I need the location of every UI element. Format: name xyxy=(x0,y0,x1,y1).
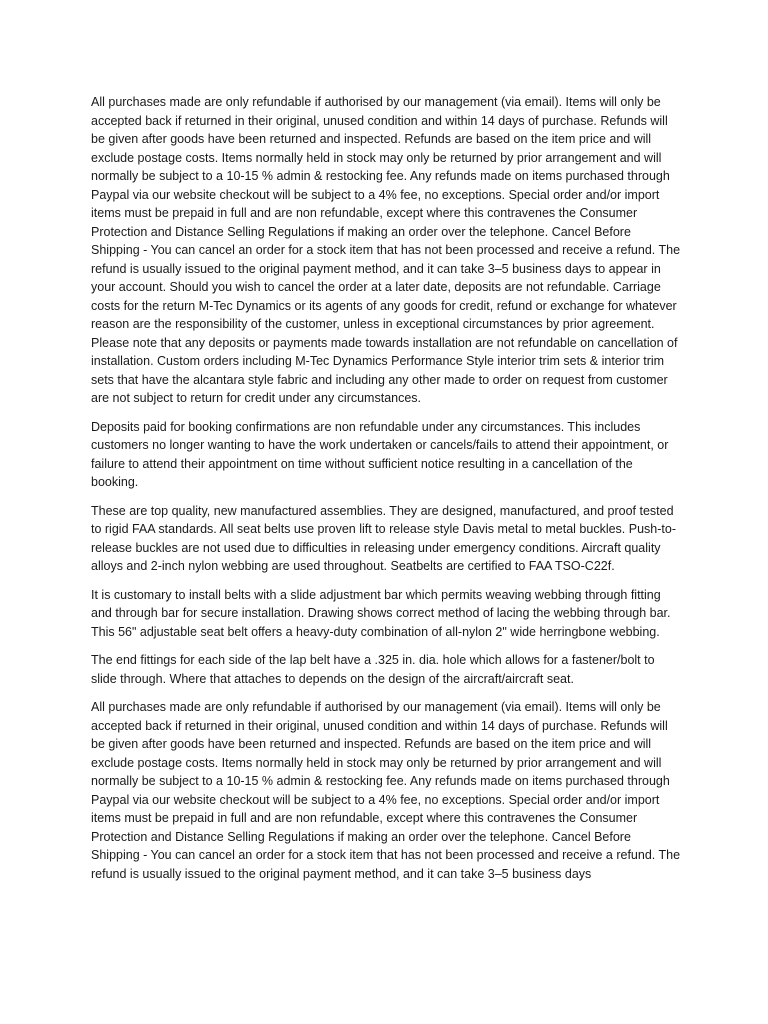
installation-paragraph: It is customary to install belts with a slide adjustment bar which permits weaving webbing through fitting and through bar for secure installation. Drawing shows correct method of lacing the webbing through bar. This 56" adjustable seat belt offers a heavy-duty combination of all-nylon 2" wide herringbone webbing. xyxy=(91,587,671,639)
end-fittings-paragraph: The end fittings for each side of the lap belt have a .325 in. dia. hole which allows for a fastener/bolt to slide through. Where that attaches to depends on the design of the aircraft/aircraft seat. xyxy=(91,653,655,686)
product-quality-paragraph: These are top quality, new manufactured assemblies. They are designed, manufactured, and proof tested to rigid FAA standards. All seat belts use proven lift to release style Davis metal to metal buckles. Push-to-release buckles are not used due to difficulties in releasing under emergency conditions. Aircraft quality alloys and 2-inch nylon webbing are used throughout. Seatbelts are certified to FAA TSO-C22f. xyxy=(91,503,676,573)
document-body xyxy=(91,93,681,893)
refund-policy-repeat-paragraph: All purchases made are only refundable if authorised by our management (via email). Items will only be accepted back if returned in their original, unused condition and within 14 days of purchase. Refunds will be given after goods have been returned and inspected. Refunds are based on the item price and will exclude postage costs. Items normally held in stock may only be returned by prior arrangement and will normally be subject to a 10-15 % admin & restocking fee. Any refunds made on items purchased through Paypal via our website checkout will be subject to a 4% fee, no exceptions. Special order and/or import items must be prepaid in full and are non refundable, except where this contravenes the Consumer Protection and Distance Selling Regulations if making an order over the telephone. Cancel Before Shipping - You can cancel an order for a stock item that has not been processed and receive a refund. The refund is usually issued to the original payment method, and it can take 3–5 business days xyxy=(91,700,681,881)
refund-policy-paragraph: All purchases made are only refundable if authorised by our management (via email). Items will only be accepted back if returned in their original, unused condition and within 14 days of purchase. Refunds will be given after goods have been returned and inspected. Refunds are based on the item price and will exclude postage costs. Items normally held in stock may only be returned by prior arrangement and will normally be subject to a 10-15 % admin & restocking fee. Any refunds made on items purchased through Paypal via our website checkout will be subject to a 4% fee, no exceptions. Special order and/or import items must be prepaid in full and are non refundable, except where this contravenes the Consumer Protection and Distance Selling Regulations if making an order over the telephone. Cancel Before Shipping - You can cancel an order for a stock item that has not been processed and receive a refund. The refund is usually issued to the original payment method, and it can take 3–5 business days to appear in your account. Should you wish to cancel the order at a later date, deposits are not refundable. Carriage costs for the return M-Tec Dynamics or its agents of any goods for credit, refund or exchange for whatever reason are the responsibility of the customer, unless in exceptional circumstances by prior agreement. Please note that any deposits or payments made towards installation are not refundable on cancellation of installation. Custom orders including M-Tec Dynamics Performance Style interior trim sets & interior trim sets that have the alcantara style fabric and including any other made to order on request from customer are not subject to return for credit under any circumstances. xyxy=(91,95,681,405)
deposit-policy-paragraph: Deposits paid for booking confirmations are non refundable under any circumstances. This includes customers no longer wanting to have the work undertaken or cancels/fails to attend their appointment, or failure to attend their appointment on time without sufficient notice resulting in a cancellation of the booking. xyxy=(91,419,669,489)
